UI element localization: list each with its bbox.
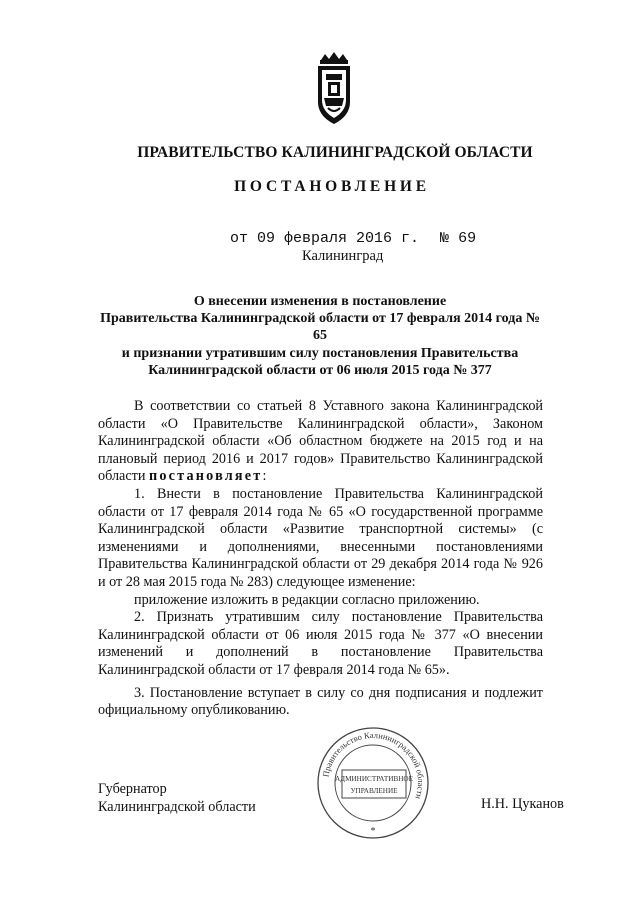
preamble-paragraph: В соответствии со статьей 8 Уставного закона Калининградской области «О Правительстве Калининградской области», Законом Калининградской области «Об областном бюджете на 2015 год и на плановый период 2016 и 2017 годов» Правительство Калининградской области постановляет:: [98, 398, 543, 485]
document-type-title: ПОСТАНОВЛЕНИЕ: [234, 178, 430, 195]
seal-center-line: АДМИНИСТРАТИВНОЕ: [334, 775, 414, 783]
seal-star-icon: *: [370, 826, 376, 837]
item-2: 2. Признать утратившим силу постановление Правительства Калининградской области от 06 июля 2015 года № 377 «О внесении изменений и дополнений в постановление Правительства Калининградской области от 17 февраля 2014 года № 65».: [98, 609, 543, 678]
subject-line: Правительства Калининградской области от 17 февраля 2014 года № 65: [100, 311, 540, 344]
decree-number-label: №: [440, 230, 450, 247]
decree-number: 69: [458, 230, 477, 247]
subject-line: Калининградской области от 06 июля 2015 года № 377: [148, 362, 492, 378]
seal-center-line: УПРАВЛЕНИЕ: [350, 787, 398, 795]
government-title: ПРАВИТЕЛЬСТВО КАЛИНИНГРАДСКОЙ ОБЛАСТИ: [137, 144, 533, 161]
decree-date: от 09 февраля 2016 г.: [230, 230, 420, 247]
item-1-sub: приложение изложить в редакции согласно приложению.: [134, 591, 480, 608]
item-3: 3. Постановление вступает в силу со дня подписания и подлежит официальному опубликованию.: [98, 684, 543, 719]
preamble-text: В соответствии со статьей 8 Уставного закона Калининградской области «О Правительстве Калининградской области», Законом Калининградской области «Об областном бюджете на 2015 год и на плановый период 2016 и 2017 годов» Правительство Калининградской области: [98, 398, 543, 485]
decree-dateline: [230, 230, 476, 247]
official-seal: [316, 724, 430, 842]
decree-city: Калининград: [302, 248, 384, 264]
seal-ring-text: Правительство Калининградской области: [320, 729, 427, 801]
subject-line: О внесении изменения в постановление: [193, 294, 447, 309]
signer-position: [98, 780, 256, 816]
signer-title-line: Губернатор: [98, 781, 167, 797]
decree-body: [98, 398, 543, 720]
signer-title-line: Калининградской области: [98, 799, 256, 815]
subject-line: и признании утратившим силу постановления Правительства: [121, 345, 519, 361]
coat-of-arms-icon: [313, 50, 355, 128]
resolves-word: постановляет: [148, 468, 263, 485]
signer-name: Н.Н. Цуканов: [481, 796, 564, 812]
item-1: 1. Внести в постановление Правительства Калининградской области от 17 февраля 2014 года № 65 «О государственной программе Калининградской области «Развитие транспортной системы» (с изменениями и дополнениями, внесенными постановлениями Правительства Калининградской области от 29 декабря 2014 года № 926 и от 28 мая 2015 года № 283) следующее изменение:: [98, 485, 543, 590]
decree-subject: [100, 293, 540, 379]
